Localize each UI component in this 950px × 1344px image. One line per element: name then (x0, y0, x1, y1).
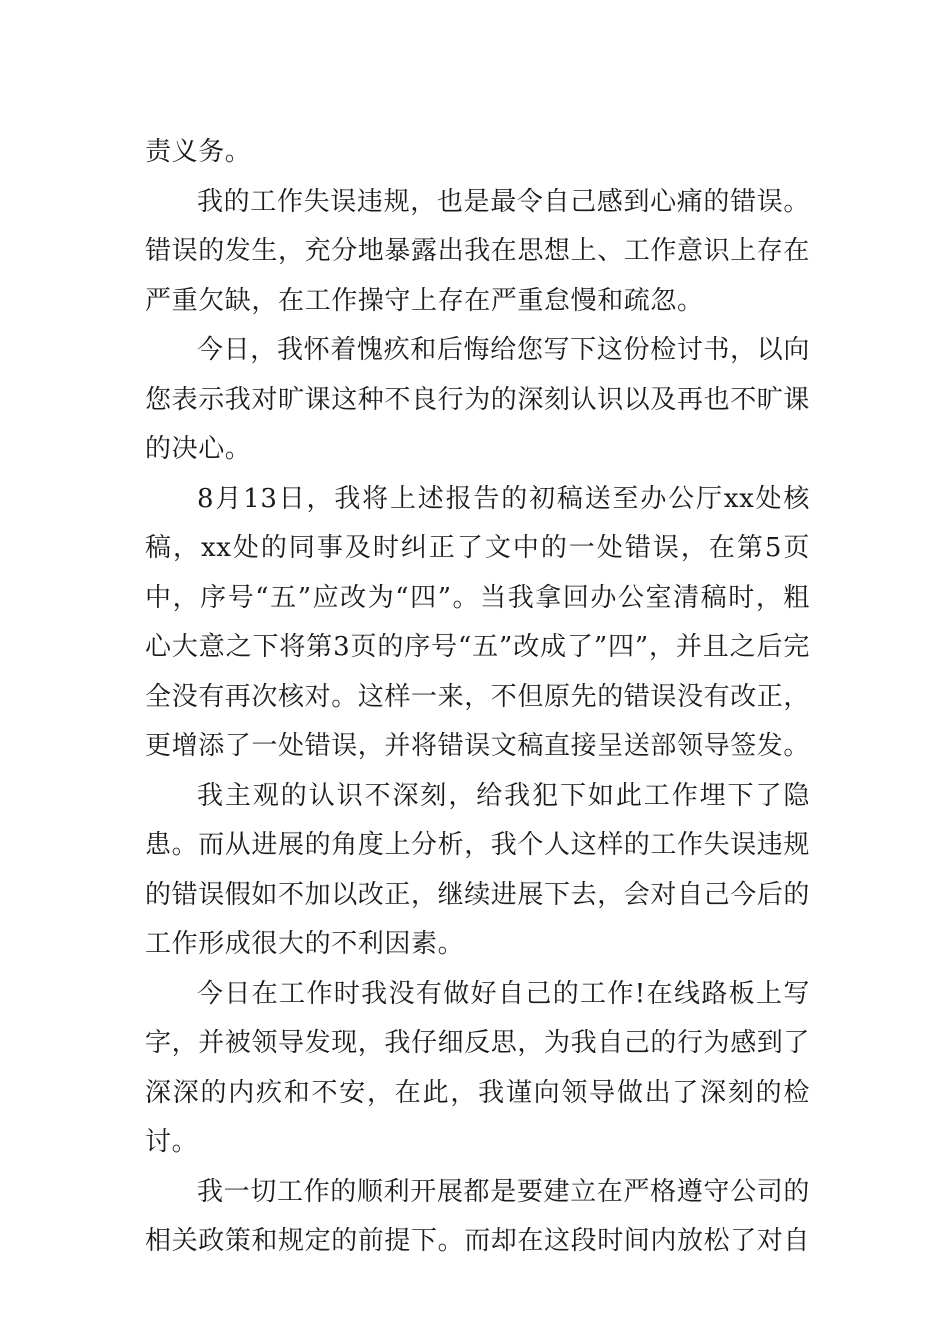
paragraph-company-rules: 我一切工作的顺利开展都是要建立在严格遵守公司的相关政策和规定的前提下。而却在这段时间内放松了对自 (145, 1176, 811, 1256)
paragraph-continuation: 责义务。 (145, 137, 252, 167)
paragraph-work-mistake: 我的工作失误违规，也是最令自己感到心痛的错误。错误的发生，充分地暴露出我在思想上、工作意识上存在严重欠缺，在工作操守上存在严重怠慢和疏忽。 (145, 186, 811, 316)
paragraph-reflection: 我主观的认识不深刻，给我犯下如此工作埋下了隐患。而从进展的角度上分析，我个人这样的工作失误违规的错误假如不加以改正，继续进展下去，会对自己今后的工作形成很大的不利因素。 (145, 780, 811, 959)
paragraph-circuit-board: 今日在工作时我没有做好自己的工作!在线路板上写字，并被领导发现，我仔细反思，为我自己的行为感到了深深的内疚和不安，在此，我谨向领导做出了深刻的检讨。 (145, 978, 811, 1157)
paragraph-apology: 今日，我怀着愧疚和后悔给您写下这份检讨书，以向您表示我对旷课这种不良行为的深刻认识以及再也不旷课的决心。 (145, 335, 811, 464)
paragraph-incident-details: 8月13日，我将上述报告的初稿送至办公厅xx处核稿，xx处的同事及时纠正了文中的一处错误，在第5页中，序号“五”应改为“四”。当我拿回办公室清稿时，粗心大意之下将第3页的序号“五”改成了”四”，并且之后完全没有再次核对。这样一来，不但原先的错误没有改正，更增添了一处错误，并将错误文稿直接呈送部领导签发。 (145, 483, 811, 761)
document-body (145, 128, 810, 1267)
